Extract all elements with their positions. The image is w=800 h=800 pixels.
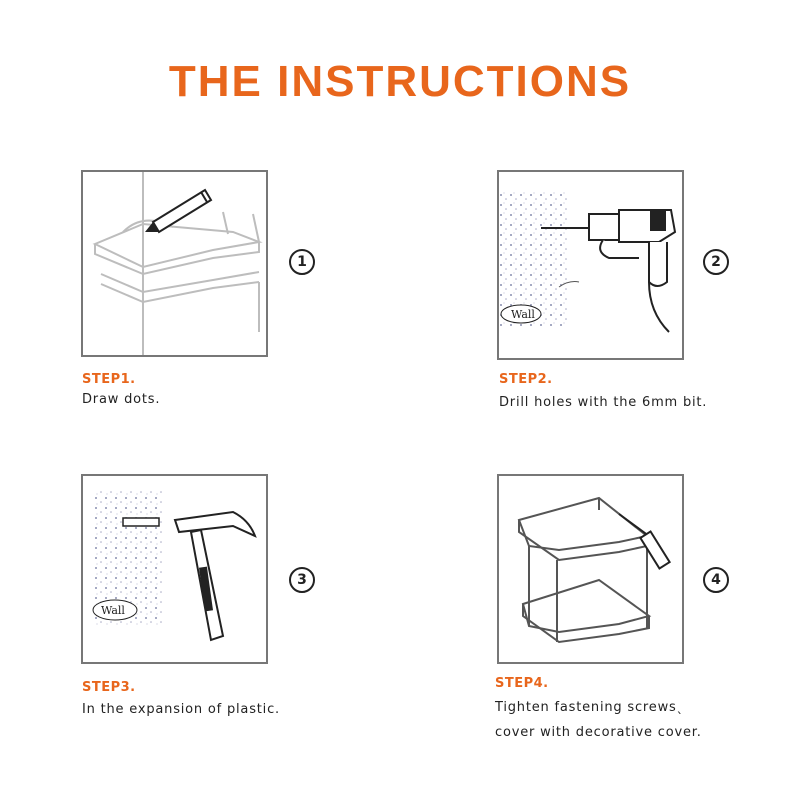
step1-number-badge: 1 [289, 249, 315, 275]
step3-label: STEP3. [82, 680, 136, 695]
step3-number-badge: 3 [289, 567, 315, 593]
step4-description-line2: cover with decorative cover. [495, 725, 702, 740]
step1-label: STEP1. [82, 372, 136, 387]
drill-wall-drawing [499, 172, 682, 358]
step2-number-badge: 2 [703, 249, 729, 275]
step4-description-line1: Tighten fastening screwsˎ [495, 700, 684, 715]
step1-description: Draw dots. [82, 392, 161, 407]
shelf-screwdriver-drawing [499, 476, 682, 662]
shelf-pencil-drawing [83, 172, 266, 355]
step1-illustration [81, 170, 268, 357]
hammer-icon [175, 512, 255, 640]
step2-illustration [497, 170, 684, 360]
step3-description: In the expansion of plastic. [82, 702, 280, 717]
step4-illustration [497, 474, 684, 664]
pencil-icon [145, 190, 211, 232]
step2-label: STEP2. [499, 372, 553, 387]
hammer-wall-drawing [83, 476, 266, 662]
wall-label: Wall [511, 308, 535, 321]
step4-number-badge: 4 [703, 567, 729, 593]
step3-illustration [81, 474, 268, 664]
wall-label: Wall [101, 604, 125, 617]
step2-description: Drill holes with the 6mm bit. [499, 395, 708, 410]
step4-label: STEP4. [495, 676, 549, 691]
page-title: THE INSTRUCTIONS [168, 57, 632, 106]
